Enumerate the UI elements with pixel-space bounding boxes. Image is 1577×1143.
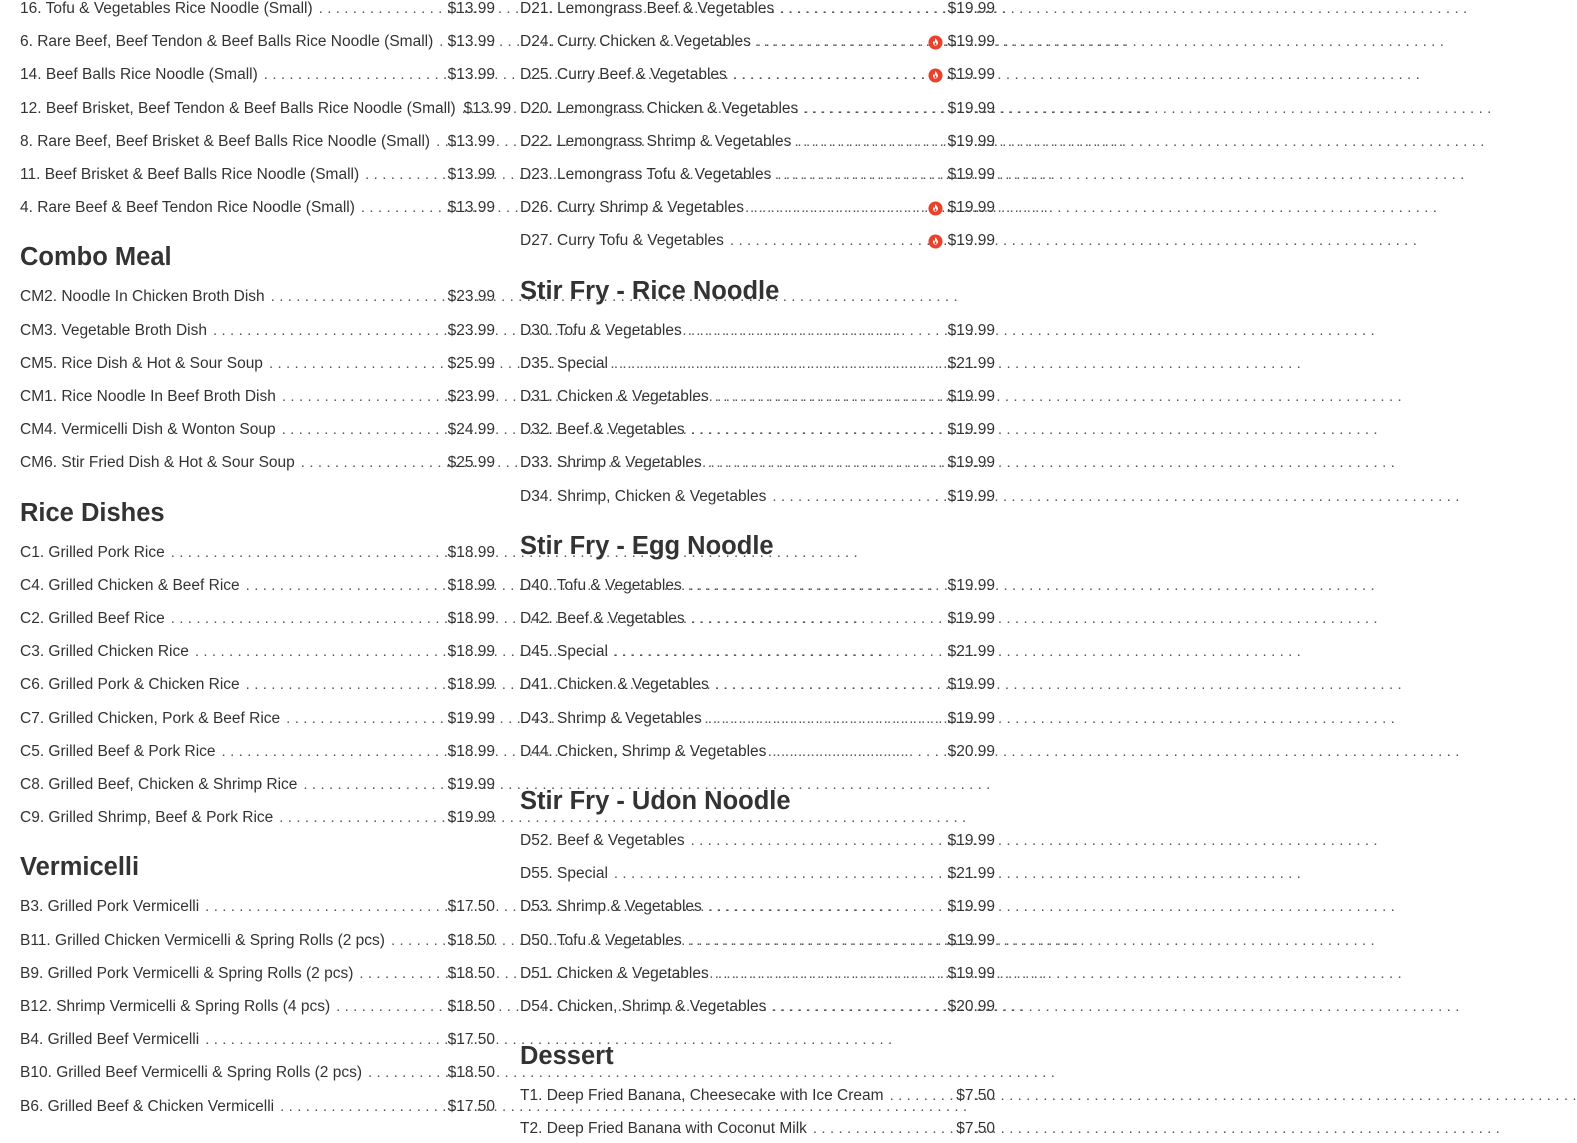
- menu-item[interactable]: [20, 386, 495, 408]
- menu-item-name: D32. Beef & Vegetables: [520, 421, 685, 439]
- menu-item-name: 11. Beef Brisket & Beef Balls Rice Noodle (Small): [20, 166, 360, 183]
- dot-leader: [246, 575, 446, 597]
- menu-item[interactable]: [20, 674, 495, 696]
- menu-item-price: $24.99: [447, 421, 495, 439]
- dot-leader: [804, 98, 945, 120]
- menu-item[interactable]: [20, 320, 495, 342]
- menu-item[interactable]: [520, 230, 995, 252]
- menu-item-price: $19.99: [947, 66, 995, 84]
- dot-leader: [757, 31, 926, 53]
- menu-item-price: $21.99: [947, 354, 995, 372]
- menu-item-name: C3. Grilled Chicken Rice: [20, 643, 189, 661]
- menu-item[interactable]: [20, 708, 495, 730]
- menu-item[interactable]: [20, 641, 495, 663]
- dot-leader: [708, 452, 946, 474]
- menu-item[interactable]: [20, 64, 495, 86]
- menu-item-price: $19.99: [947, 0, 995, 17]
- menu-item-name: CM6. Stir Fried Dish & Hot & Sour Soup: [20, 454, 295, 472]
- menu-item-price: $13.99: [447, 132, 495, 150]
- menu-item-name: C6. Grilled Pork & Chicken Rice: [20, 676, 240, 694]
- menu-item[interactable]: [520, 996, 995, 1018]
- section-heading-stir-fry-udon-noodle: Stir Fry - Udon Noodle: [520, 787, 791, 815]
- menu-item-price: $23.99: [447, 388, 495, 405]
- menu-item-price: $13.99: [447, 33, 495, 51]
- section-heading-rice-dishes: Rice Dishes: [20, 498, 165, 527]
- menu-item-name: T1. Deep Fried Banana, Cheesecake with Ice Cream: [520, 1087, 884, 1105]
- menu-item-name: D21. Lemongrass Beef & Vegetables: [520, 0, 775, 17]
- dot-leader: [286, 708, 445, 730]
- menu-item-name: CM2. Noodle In Chicken Broth Dish: [20, 288, 265, 306]
- menu-item-name: B9. Grilled Pork Vermicelli & Spring Rolls (2 pcs): [20, 964, 354, 982]
- dot-leader: [282, 386, 446, 408]
- menu-item-price: $19.99: [947, 931, 995, 949]
- menu-item-name: B12. Shrimp Vermicelli & Spring Rolls (4 pcs): [20, 998, 331, 1015]
- dot-leader: [715, 386, 946, 408]
- menu-item[interactable]: [520, 708, 995, 730]
- dot-leader: [303, 774, 445, 796]
- dot-leader: [436, 131, 446, 153]
- menu-item-price: $19.99: [947, 421, 995, 439]
- menu-item-price: $7.50: [956, 1087, 995, 1105]
- dot-leader: [614, 863, 946, 885]
- menu-item-name: D24. Curry Chicken & Vegetables: [520, 33, 751, 51]
- dot-leader: [614, 641, 946, 663]
- dot-leader: [439, 31, 445, 53]
- menu-item-name: D35. Special: [520, 354, 608, 372]
- dot-leader: [336, 996, 445, 1018]
- menu-item-name: D34. Shrimp, Chicken & Vegetables: [520, 487, 767, 505]
- dot-leader: [813, 1118, 954, 1140]
- menu-item-name: C7. Grilled Chicken, Pork & Beef Rice: [20, 709, 281, 727]
- menu-item-name: D25. Curry Beef & Vegetables: [520, 66, 727, 84]
- menu-item-price: $18.99: [447, 643, 495, 661]
- menu-item[interactable]: [520, 575, 995, 597]
- menu-item-price: $19.99: [947, 388, 995, 405]
- flame-icon: [928, 68, 943, 83]
- menu-item[interactable]: [20, 741, 495, 763]
- dot-leader: [359, 963, 445, 985]
- menu-item-name: D51. Chicken & Vegetables: [520, 964, 709, 982]
- dot-leader: [213, 320, 446, 342]
- dot-leader: [264, 64, 446, 86]
- menu-item-name: D53. Shrimp & Vegetables: [520, 898, 702, 916]
- menu-item-price: $25.99: [447, 454, 495, 472]
- menu-item-price: $19.99: [947, 99, 995, 117]
- menu-item-price: $19.99: [947, 33, 995, 51]
- menu-item-price: $20.99: [947, 998, 995, 1015]
- menu-item-price: $19.99: [947, 832, 995, 849]
- menu-item[interactable]: [520, 164, 995, 186]
- menu-item-name: 8. Rare Beef, Beef Brisket & Beef Balls Rice Noodle (Small): [20, 132, 431, 150]
- flame-icon: [928, 234, 943, 249]
- dot-leader: [780, 0, 945, 20]
- dot-leader: [890, 1085, 955, 1107]
- dot-leader: [361, 197, 446, 219]
- menu-item[interactable]: [20, 1062, 495, 1084]
- menu-item-price: $19.99: [947, 232, 995, 250]
- menu-item-name: C1. Grilled Pork Rice: [20, 543, 165, 561]
- menu-item-name: D31. Chicken & Vegetables: [520, 388, 709, 405]
- menu-item[interactable]: [20, 286, 495, 308]
- menu-item-name: C8. Grilled Beef, Chicken & Shrimp Rice: [20, 776, 298, 793]
- dot-leader: [688, 575, 946, 597]
- menu-item-name: C2. Grilled Beef Rice: [20, 610, 165, 627]
- dot-leader: [280, 1096, 445, 1118]
- dot-leader: [614, 353, 946, 375]
- menu-item[interactable]: [20, 164, 495, 186]
- dot-leader: [246, 674, 446, 696]
- dot-leader: [691, 419, 946, 441]
- menu-item-name: D20. Lemongrass Chicken & Vegetables: [520, 99, 799, 117]
- dot-leader: [171, 608, 446, 630]
- menu-item-price: $19.99: [447, 776, 495, 793]
- menu-item[interactable]: [20, 774, 495, 796]
- menu-item-price: $18.99: [447, 543, 495, 561]
- menu-item[interactable]: [20, 542, 495, 564]
- menu-item[interactable]: [20, 419, 495, 441]
- menu-item[interactable]: [20, 452, 495, 474]
- menu-item-name: D45. Special: [520, 643, 608, 661]
- menu-item-name: C5. Grilled Beef & Pork Rice: [20, 742, 216, 760]
- menu-item-name: 16. Tofu & Vegetables Rice Noodle (Small): [20, 0, 313, 17]
- menu-item[interactable]: [520, 674, 995, 696]
- dot-leader: [730, 230, 926, 252]
- menu-item-price: $18.50: [447, 1064, 495, 1082]
- menu-item[interactable]: [520, 353, 995, 375]
- menu-item-name: C9. Grilled Shrimp, Beef & Pork Rice: [20, 809, 274, 827]
- dot-leader: [279, 807, 445, 829]
- menu-item-price: $19.99: [447, 709, 495, 727]
- menu-item-price: $19.99: [947, 610, 995, 627]
- menu-item-price: $23.99: [447, 288, 495, 306]
- dot-leader: [205, 896, 445, 918]
- menu-item[interactable]: [20, 930, 495, 952]
- dot-leader: [319, 0, 446, 20]
- menu-item-price: $13.99: [447, 199, 495, 217]
- dot-leader: [708, 708, 946, 730]
- menu-item-name: D33. Shrimp & Vegetables: [520, 454, 702, 472]
- menu-item[interactable]: [520, 320, 995, 342]
- menu-item-price: $13.99: [447, 0, 495, 17]
- dot-leader: [391, 930, 446, 952]
- menu-item[interactable]: [520, 0, 995, 20]
- menu-item-price: $19.99: [947, 898, 995, 916]
- dot-leader: [688, 930, 946, 952]
- menu-item-name: CM4. Vermicelli Dish & Wonton Soup: [20, 421, 276, 439]
- menu-item[interactable]: [20, 31, 495, 53]
- menu-item[interactable]: [520, 98, 995, 120]
- menu-item-price: $21.99: [947, 865, 995, 883]
- menu-item-name: D50. Tofu & Vegetables: [520, 931, 682, 949]
- menu-item-price: $18.99: [447, 676, 495, 694]
- dot-leader: [195, 641, 446, 663]
- menu-item[interactable]: [520, 608, 995, 630]
- menu-item-name: T2. Deep Fried Banana with Coconut Milk: [520, 1120, 807, 1138]
- menu-item[interactable]: [20, 197, 495, 219]
- menu-item-name: CM5. Rice Dish & Hot & Sour Soup: [20, 354, 263, 372]
- dot-leader: [171, 542, 446, 564]
- dot-leader: [688, 320, 946, 342]
- menu-item[interactable]: [20, 575, 495, 597]
- dot-leader: [797, 131, 945, 153]
- menu-item[interactable]: [520, 486, 995, 508]
- menu-item-price: $17.50: [447, 1031, 495, 1049]
- menu-item-name: D43. Shrimp & Vegetables: [520, 709, 702, 727]
- menu-item[interactable]: [520, 1118, 995, 1140]
- menu-item-name: 14. Beef Balls Rice Noodle (Small): [20, 66, 258, 84]
- menu-item[interactable]: [520, 896, 995, 918]
- menu-item[interactable]: [520, 197, 995, 219]
- dot-leader: [222, 741, 446, 763]
- menu-item-name: 12. Beef Brisket, Beef Tendon & Beef Balls Rice Noodle (Small): [20, 99, 456, 117]
- menu-item[interactable]: [520, 64, 995, 86]
- menu-item-price: $23.99: [447, 321, 495, 339]
- dot-leader: [733, 64, 926, 86]
- menu-item[interactable]: [20, 353, 495, 375]
- menu-item[interactable]: [20, 1029, 495, 1051]
- menu-item-price: $19.99: [947, 487, 995, 505]
- menu-item-price: $19.99: [947, 964, 995, 982]
- menu-item[interactable]: [520, 1085, 995, 1107]
- menu-item-name: D44. Chicken, Shrimp & Vegetables: [520, 742, 767, 760]
- menu-item[interactable]: [20, 98, 512, 120]
- dot-leader: [368, 1062, 446, 1084]
- menu-item-name: B3. Grilled Pork Vermicelli: [20, 898, 200, 916]
- menu-item[interactable]: [20, 963, 495, 985]
- menu-item[interactable]: [20, 807, 495, 829]
- dot-leader: [691, 608, 946, 630]
- menu-item-price: $19.99: [947, 576, 995, 594]
- menu-item-price: $19.99: [947, 321, 995, 339]
- menu-item-price: $17.50: [447, 1097, 495, 1115]
- menu-item-price: $19.99: [947, 709, 995, 727]
- menu-item-name: D41. Chicken & Vegetables: [520, 676, 709, 694]
- menu-item[interactable]: [520, 741, 995, 763]
- menu-item-name: B6. Grilled Beef & Chicken Vermicelli: [20, 1097, 275, 1115]
- dot-leader: [365, 164, 445, 186]
- dot-leader: [205, 1029, 445, 1051]
- menu-item-price: $19.99: [947, 199, 995, 217]
- dot-leader: [691, 830, 946, 852]
- menu-item-price: $18.50: [447, 931, 495, 949]
- menu-item[interactable]: [20, 1096, 495, 1118]
- menu-item-name: D22. Lemongrass Shrimp & Vegetables: [520, 132, 792, 150]
- menu-item[interactable]: [20, 0, 495, 20]
- menu-item-price: $18.99: [447, 742, 495, 760]
- menu-item-price: $13.99: [447, 166, 495, 183]
- menu-item-name: D23. Lemongrass Tofu & Vegetables: [520, 166, 772, 183]
- menu-item-price: $18.99: [447, 576, 495, 594]
- flame-icon: [928, 201, 943, 216]
- menu-item-price: $19.99: [947, 454, 995, 472]
- dot-leader: [772, 741, 945, 763]
- menu-item-name: B4. Grilled Beef Vermicelli: [20, 1031, 200, 1049]
- menu-item[interactable]: [520, 31, 995, 53]
- menu-item[interactable]: [520, 863, 995, 885]
- menu-item-price: $13.99: [447, 66, 495, 84]
- dot-leader: [772, 486, 945, 508]
- menu-item-price: $7.50: [956, 1120, 995, 1138]
- menu-item-name: D40. Tofu & Vegetables: [520, 576, 682, 594]
- menu-item-price: $19.99: [947, 132, 995, 150]
- menu-item-name: B10. Grilled Beef Vermicelli & Spring Rolls (2 pcs): [20, 1064, 362, 1082]
- section-heading-stir-fry-rice-noodle: Stir Fry - Rice Noodle: [520, 276, 780, 305]
- menu-item-name: D52. Beef & Vegetables: [520, 832, 685, 849]
- menu-item-name: D55. Special: [520, 865, 608, 883]
- menu-item-price: $17.50: [447, 898, 495, 916]
- dot-leader: [269, 353, 446, 375]
- menu-item[interactable]: [520, 930, 995, 952]
- menu-item-name: D54. Chicken, Shrimp & Vegetables: [520, 998, 767, 1015]
- menu-item-name: D27. Curry Tofu & Vegetables: [520, 232, 724, 250]
- menu-item[interactable]: [520, 452, 995, 474]
- dot-leader: [750, 197, 926, 219]
- menu-item[interactable]: [520, 963, 995, 985]
- menu-item-name: D42. Beef & Vegetables: [520, 610, 685, 627]
- menu-item-name: B11. Grilled Chicken Vermicelli & Spring Rolls (2 pcs): [20, 931, 385, 949]
- menu-item-price: $18.50: [447, 998, 495, 1015]
- section-heading-stir-fry-egg-noodle: Stir Fry - Egg Noodle: [520, 531, 774, 560]
- dot-leader: [715, 674, 946, 696]
- menu-item[interactable]: [20, 996, 495, 1018]
- menu-item-price: $18.99: [447, 610, 495, 627]
- menu-item-price: $18.50: [447, 964, 495, 982]
- menu-item-price: $21.99: [947, 643, 995, 661]
- dot-leader: [772, 996, 945, 1018]
- menu-item-name: 6. Rare Beef, Beef Tendon & Beef Balls Rice Noodle (Small): [20, 33, 434, 51]
- dot-leader: [715, 963, 946, 985]
- menu-item-price: $19.99: [947, 166, 995, 183]
- menu-item-price: $13.99: [463, 99, 512, 117]
- menu-item-name: CM1. Rice Noodle In Beef Broth Dish: [20, 388, 276, 405]
- menu-item[interactable]: [20, 896, 495, 918]
- menu-item[interactable]: [520, 830, 995, 852]
- menu-item-price: $20.99: [947, 742, 995, 760]
- dot-leader: [271, 286, 446, 308]
- menu-item[interactable]: [520, 131, 995, 153]
- dot-leader: [708, 896, 946, 918]
- menu-item[interactable]: [20, 608, 495, 630]
- section-heading-vermicelli: Vermicelli: [20, 853, 140, 882]
- dot-leader: [777, 164, 945, 186]
- menu-item-price: $19.99: [947, 676, 995, 694]
- dot-leader: [282, 419, 446, 441]
- menu-item[interactable]: [520, 641, 995, 663]
- menu-item[interactable]: [20, 131, 495, 153]
- menu-item[interactable]: [520, 386, 995, 408]
- flame-icon: [928, 35, 943, 50]
- menu-item-name: C4. Grilled Chicken & Beef Rice: [20, 576, 240, 594]
- menu-item-price: $19.99: [447, 809, 495, 827]
- menu-item[interactable]: [520, 419, 995, 441]
- menu-item-name: 4. Rare Beef & Beef Tendon Rice Noodle (Small): [20, 199, 355, 217]
- section-heading-combo-meal: Combo Meal: [20, 243, 172, 272]
- menu-item-name: D26. Curry Shrimp & Vegetables: [520, 199, 744, 217]
- menu-item-price: $25.99: [447, 354, 495, 372]
- menu-item-name: CM3. Vegetable Broth Dish: [20, 321, 207, 339]
- menu-item-name: D30. Tofu & Vegetables: [520, 321, 682, 339]
- section-heading-dessert: Dessert: [520, 1042, 614, 1071]
- dot-leader: [301, 452, 446, 474]
